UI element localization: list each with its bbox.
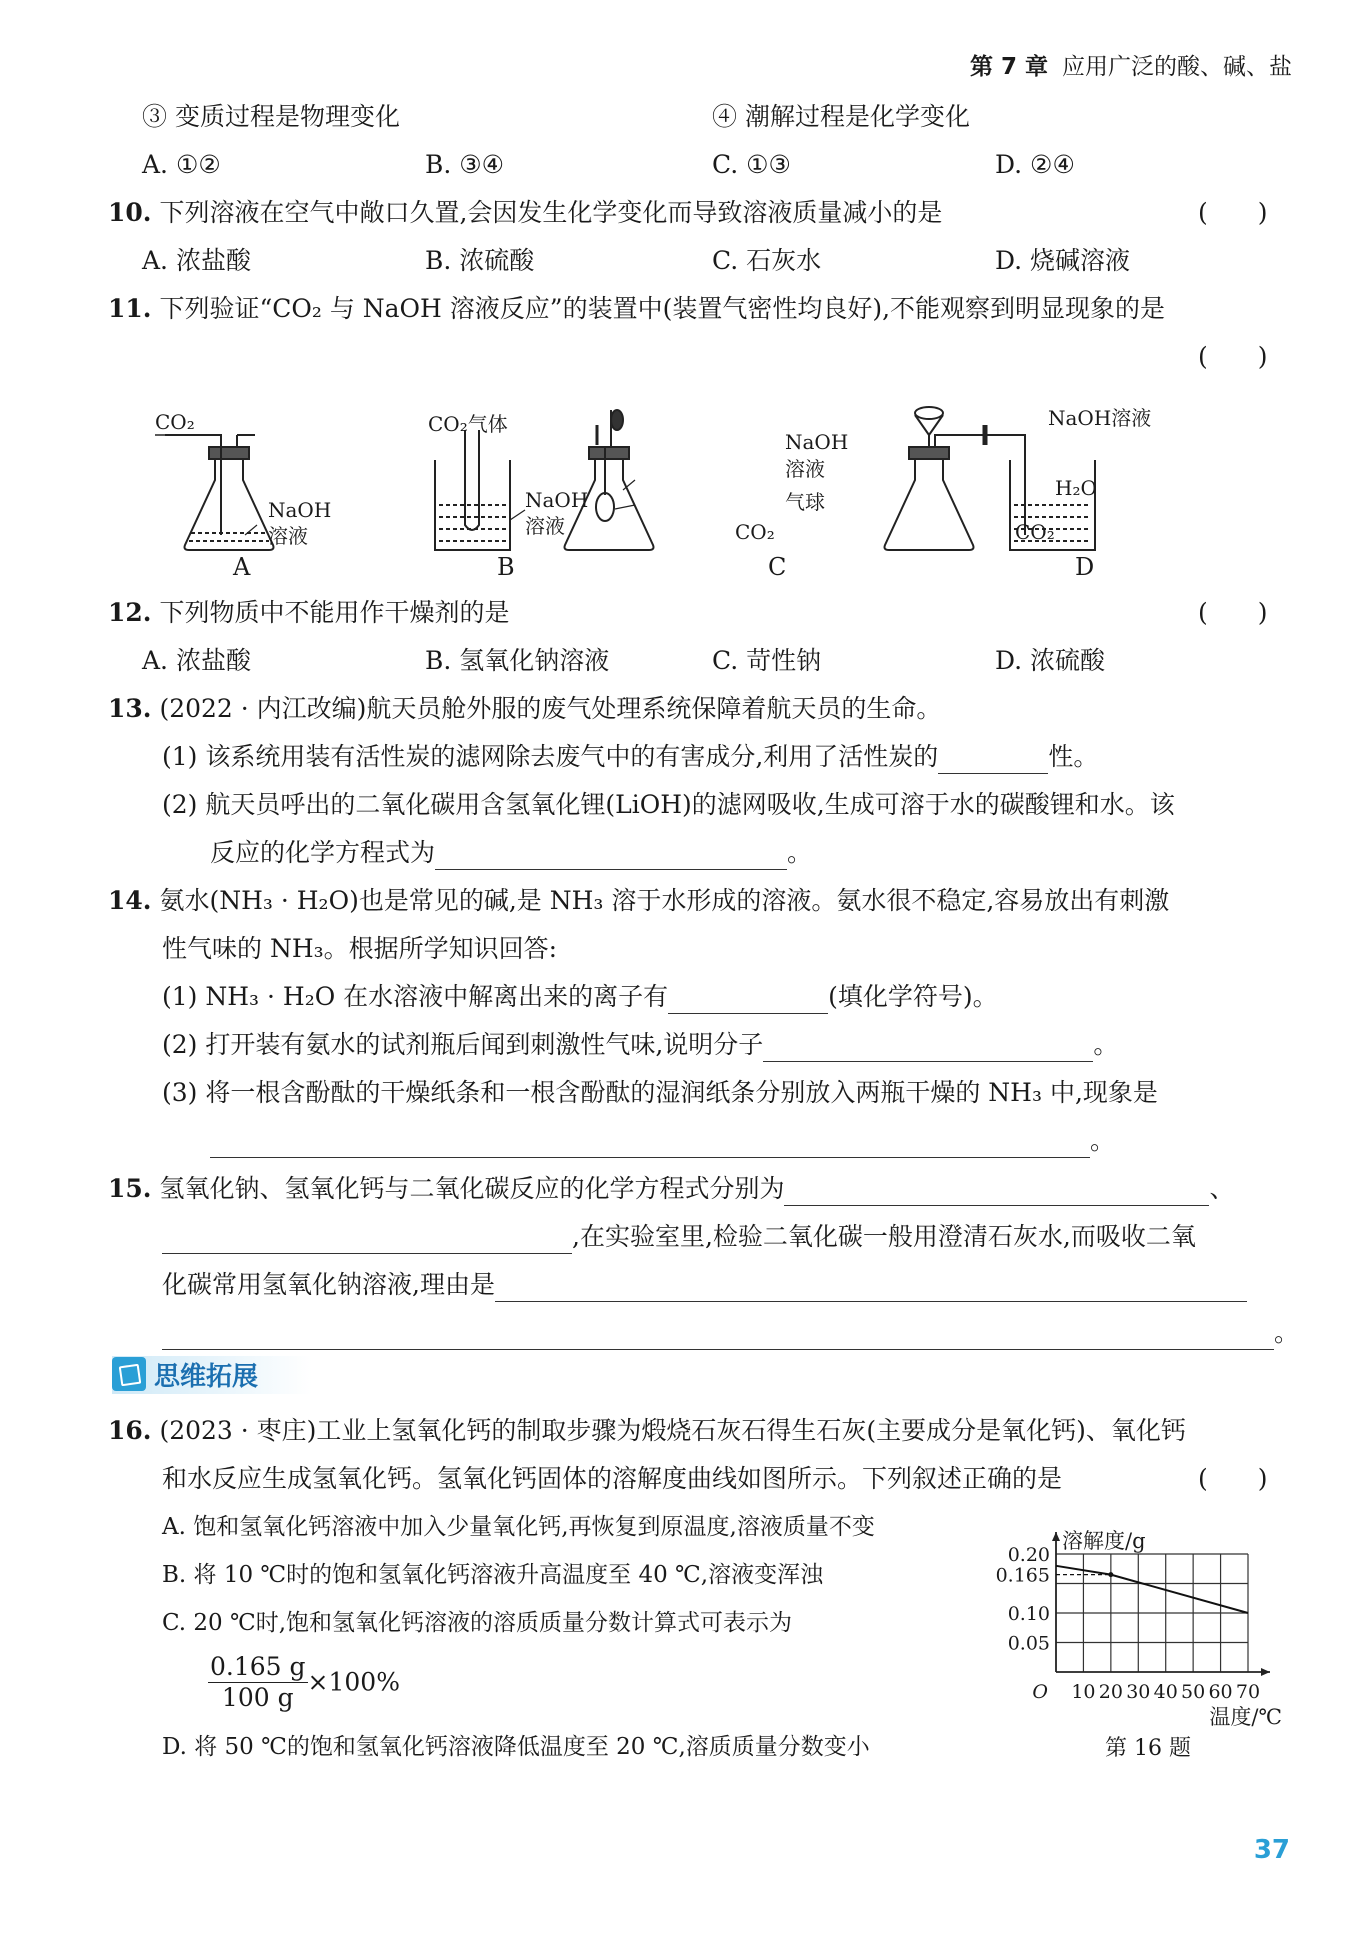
q15-line-2 [162,1220,1196,1254]
fig-a-letter: A [233,553,251,581]
q14-part-1 [162,980,998,1014]
part-text: (2) 打开装有氨水的试剂瓶后闻到刺激性气味,说明分子 [162,1030,764,1059]
question-text: 下列物质中不能用作干燥剂的是 [159,598,510,627]
x-tick-label: 30 [1126,1681,1151,1703]
q16-option-d: D. 将 50 ℃的饱和氢氧化钙溶液降低温度至 20 ℃,溶质质量分数变小 [162,1734,870,1760]
q9-option-c: C. ①③ [712,150,791,179]
question-text: (2023 · 枣庄)工业上氢氧化钙的制取步骤为煅烧石灰石得生石灰(主要成分是氧化钙)、氧化钙 [159,1416,1186,1445]
question-text: 。 [1274,1318,1300,1347]
fig-d-gas: CO₂ [1015,520,1055,544]
fraction-multiplier: ×100% [307,1667,400,1697]
stopper-a [209,447,249,459]
answer-blank[interactable] [763,1036,1093,1062]
q10-option-c: C. 石灰水 [712,246,822,275]
q12-option-c: C. 苛性钠 [712,646,822,675]
q9-statement-3: ③ 变质过程是物理变化 [142,102,400,131]
q16-option-c: C. 20 ℃时,饱和氢氧化钙溶液的溶质质量分数计算式可表示为 [162,1610,793,1636]
answer-blank[interactable] [162,1228,572,1254]
answer-paren[interactable]: ( ) [1198,1464,1268,1493]
question-text: 化碳常用氢氧化钠溶液,理由是 [162,1270,495,1299]
q16-option-a: A. 饱和氢氧化钙溶液中加入少量氧化钙,再恢复到原温度,溶液质量不变 [162,1514,875,1540]
fig-c-letter: C [768,553,787,581]
chapter-title: 应用广泛的酸、碱、盐 [1062,54,1292,80]
page-number: 37 [1253,1835,1290,1865]
page-header [970,48,1292,81]
answer-blank[interactable] [210,1132,1090,1158]
part-text: 性。 [1048,742,1099,771]
question-text: 氨水(NH₃ · H₂O)也是常见的碱,是 NH₃ 溶于水形成的溶液。氨水很不稳定,容易放出有刺激 [159,886,1170,915]
fig-b-sol1: NaOH [525,488,589,512]
q14-part-2 [162,1028,1118,1062]
reference-point [1108,1572,1113,1577]
part-text: (1) NH₃ · H₂O 在水溶液中解离出来的离子有 [162,982,669,1011]
q13-part-2: (2) 航天员呼出的二氧化碳用含氢氧化锂(LiOH)的滤网吸收,生成可溶于水的碳酸锂和水。该 [162,790,1175,819]
q11-stem [108,292,1165,326]
part-text: (1) 该系统用装有活性炭的滤网除去废气中的有害成分,利用了活性炭的 [162,742,939,771]
part-text: 反应的化学方程式为 [210,838,436,867]
question-number: 15. [108,1174,152,1203]
flask-a [185,455,274,550]
q10-stem [108,196,942,230]
y-axis-label: 溶解度/g [1062,1529,1146,1553]
question-number: 16. [108,1416,152,1445]
answer-paren[interactable]: ( ) [1198,198,1268,227]
q13-part-1 [162,740,1098,774]
x-tick-label: 20 [1098,1681,1123,1703]
question-text: (2022 · 内江改编)航天员舱外服的废气处理系统保障着航天员的生命。 [159,694,942,723]
q10-option-d: D. 烧碱溶液 [995,246,1131,275]
q12-option-a: A. 浓盐酸 [142,646,251,675]
y-tick-label: 0.05 [1007,1632,1050,1655]
flask-d [885,455,974,550]
y-axis-arrow [1052,1532,1060,1541]
q12-option-b: B. 氢氧化钠溶液 [425,646,610,675]
question-number: 10. [108,198,152,227]
q16-stem-cont: 和水反应生成氢氧化钙。氢氧化钙固体的溶解度曲线如图所示。下列叙述正确的是 [162,1464,1063,1493]
fraction-denominator: 100 g [221,1683,294,1712]
question-text: 、 [1209,1174,1235,1203]
answer-blank[interactable] [435,844,787,870]
stopper-d [909,447,949,459]
fig-c-gas: CO₂ [735,520,775,544]
q13-stem [108,692,941,726]
fig-d-sol: NaOH溶液 [1048,406,1152,430]
x-tick-label: 40 [1153,1681,1178,1703]
fig-a-gas: CO₂ [155,410,195,434]
origin-label: O [1032,1681,1048,1703]
q10-option-b: B. 浓硫酸 [425,246,535,275]
part-text: 。 [1090,1126,1116,1155]
q9-statement-4: ④ 潮解过程是化学变化 [712,102,970,131]
q9-option-b: B. ③④ [425,150,505,179]
x-tick-label: 60 [1208,1681,1233,1703]
question-text: ,在实验室里,检验二氧化碳一般用澄清石灰水,而吸收二氧 [572,1222,1196,1251]
question-text: 氢氧化钠、氢氧化钙与二氧化碳反应的化学方程式分别为 [159,1174,785,1203]
answer-blank[interactable] [162,1324,1274,1350]
q14-stem [108,884,1169,918]
q15-line-4 [162,1316,1299,1350]
x-tick-label: 50 [1181,1681,1206,1703]
question-number: 14. [108,886,152,915]
y-tick-label: 0.20 [1007,1544,1050,1566]
fig-b-letter: B [497,553,515,581]
connect-tube-d [935,435,985,447]
q16-formula [208,1652,400,1713]
solubility-curve [1056,1566,1248,1613]
q16-stem [108,1414,1186,1448]
fraction [208,1652,308,1713]
solubility-chart [990,1500,1290,1730]
question-number: 12. [108,598,152,627]
q14-part-3-answer [210,1124,1115,1158]
q9-option-a: A. ①② [142,150,221,179]
chapter-number: 第 7 章 [969,54,1048,80]
part-text: 。 [787,838,813,867]
q16-option-b: B. 将 10 ℃时的饱和氢氧化钙溶液升高温度至 40 ℃,溶液变浑浊 [162,1562,824,1588]
fig-c-sol1: NaOH [785,430,849,454]
fig-a-sol1: NaOH [268,498,332,522]
x-tick-label: 70 [1235,1681,1261,1703]
question-number: 13. [108,694,152,723]
fig-c-sol2: 溶液 [785,457,825,481]
fig-b-gas: CO₂气体 [428,412,508,436]
x-tick-label: 10 [1071,1681,1096,1703]
q9-option-d: D. ②④ [995,150,1075,179]
q14-stem-cont: 性气味的 NH₃。根据所学知识回答: [162,934,558,963]
fraction-numerator: 0.165 g [210,1652,306,1681]
pencil-note-icon [112,1357,146,1391]
x-axis-arrow [1261,1668,1270,1676]
q14-part-3: (3) 将一根含酚酞的干燥纸条和一根含酚酞的湿润纸条分别放入两瓶干燥的 NH₃ 中,现象是 [162,1078,1158,1107]
answer-blank[interactable] [668,988,828,1014]
fig-b-sol2: 溶液 [525,514,565,538]
q12-option-d: D. 浓硫酸 [995,646,1106,675]
q10-option-a: A. 浓盐酸 [142,246,251,275]
chart-caption: 第 16 题 [1105,1736,1191,1761]
question-number: 11. [108,294,152,323]
part-text: (填化学符号)。 [828,982,998,1011]
part-text: 。 [1093,1030,1119,1059]
answer-paren[interactable]: ( ) [1198,598,1268,627]
question-text: 下列验证“CO₂ 与 NaOH 溶液反应”的装置中(装置气密性均良好),不能观察到明显现象的是 [159,294,1166,323]
section-title: 思维拓展 [154,1361,259,1392]
answer-paren[interactable]: ( ) [1198,342,1268,371]
section-header [112,1352,258,1396]
q15-line-3 [162,1268,1247,1302]
answer-blank[interactable] [495,1276,1247,1302]
q15-line-1 [108,1172,1234,1206]
x-axis-label: 温度/℃ [1209,1705,1282,1729]
question-text: 下列溶液在空气中敞口久置,会因发生化学变化而导致溶液质量减小的是 [159,198,943,227]
stopper-c [589,447,629,459]
fig-c-balloon: 气球 [785,490,825,514]
fig-a-sol2: 溶液 [268,524,308,548]
y-tick-label: 0.10 [1007,1603,1050,1625]
fig-d-water: H₂O [1055,476,1097,500]
q12-stem [108,596,509,630]
answer-blank[interactable] [784,1180,1209,1206]
balloon-c [596,493,614,521]
answer-blank[interactable] [938,748,1048,774]
q13-part-2-cont [210,836,812,870]
fig-d-letter: D [1075,553,1095,581]
outlet-tube-a [237,435,255,447]
y-tick-label: 0.165 [995,1564,1050,1587]
testtube-b [465,430,479,530]
